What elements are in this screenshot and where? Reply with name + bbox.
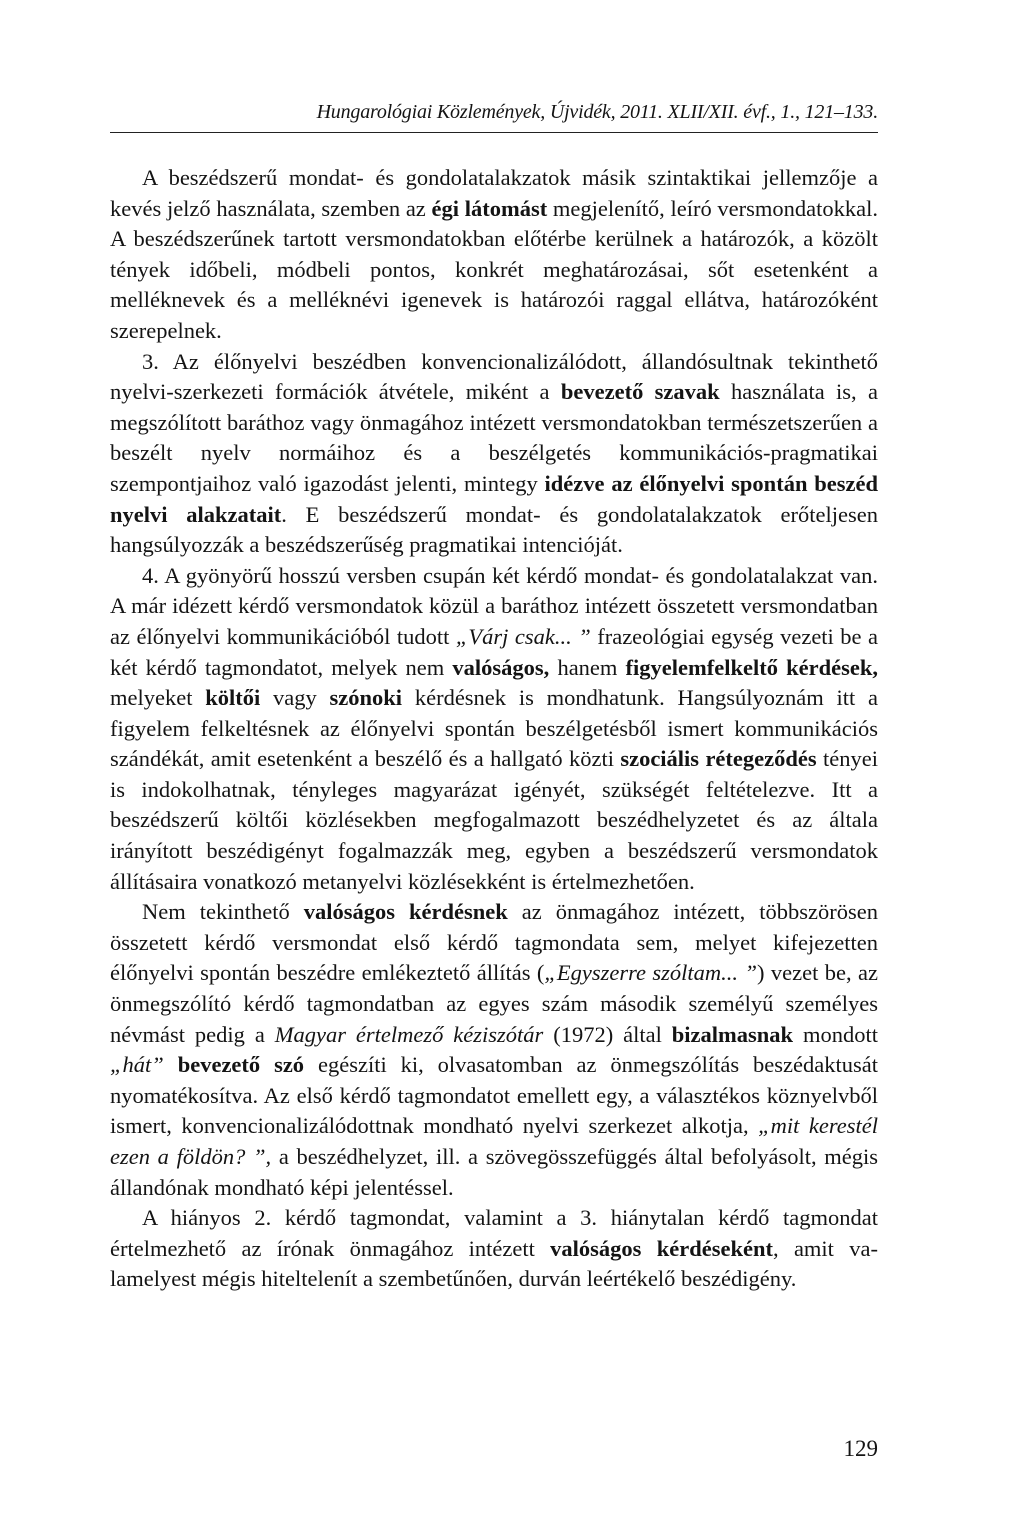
text-run: frazeológiai egység vezeti be a két kérdő tagmondatot, melyek nem: [110, 623, 878, 680]
text-run: a beszédhelyzet, ill. a szövegösszefüggés által befolyásolt, mégis állandónak mondható képi jelentéssel.: [110, 1144, 878, 1200]
bold-phrase: költői: [205, 685, 261, 711]
paragraph-3: [110, 561, 878, 898]
text-run: A hiányos 2. kérdő tagmondat, valamint a 3. hiánytalan kérdő tagmondat értelmezhető az írónak önmagához intézett: [110, 1205, 878, 1261]
text-run: A beszédszerű mondat- és gondolatalakzatok másik szintaktikai jellemzője a kevés jelző használata, szemben az: [110, 165, 878, 221]
bold-phrase: égi látomást: [431, 195, 548, 221]
text-run: Nem tekinthető: [142, 899, 304, 925]
text-run: 3. Az élőnyelvi beszédben konvencionalizálódott, állandósultnak tekinthető nyelvi-szerkezeti formációk átvétele, miként a: [110, 348, 878, 405]
bold-phrase: valóságos kérdéseként: [550, 1235, 773, 1261]
text-run: kérdésnek is mondhatunk. Hangsúlyoznám itt a figyelem felkeltésnek az élőnyelvi spontán beszélgetésből ismert kommunikációs szándékát, amit esetenként a beszélő és a hallgató közti: [110, 685, 878, 772]
paragraph-4: [110, 897, 878, 1203]
bold-phrase: figyelemfelkeltő kérdések,: [625, 654, 878, 680]
paragraph-5: [110, 1203, 878, 1295]
italic-phrase: „Várj csak... ”: [455, 623, 591, 649]
text-run: az önmagához intézett, többszörösen összetett kérdő versmondat első kérdő tagmondata sem, melyet kifejezetten élőnyelvi spontán beszédre emlékeztető állítás (: [110, 899, 878, 986]
bold-phrase: szociális rétegeződés: [620, 746, 817, 772]
running-head: Hungarológiai Közlemények, Újvidék, 2011. XLII/XII. évf., 1., 121–133.: [316, 101, 878, 123]
bold-phrase: valóságos,: [452, 654, 550, 680]
italic-phrase: „mit kerestél ezen a földön? ”,: [110, 1113, 878, 1169]
bold-phrase: idézve az élőnyelvi spontán beszéd nyelvi alakzatait: [110, 470, 879, 527]
text-run: egészíti ki, olvasatomban az önmegszólítás beszédaktusát nyomatékosítva. Az első kérdő tagmondatot emellett egy, a választékos köznyelvből ismert, konvencionalizálódottnak mondható nyelvi szerkezet alkotja,: [110, 1052, 878, 1139]
bold-phrase: bevezető szavak: [560, 379, 720, 405]
text-run: , amit valamelyest mégis hiteltelenít a szembetűnően, durván leértékelő beszédigény.: [110, 1235, 878, 1292]
text-run: vagy: [260, 685, 330, 711]
text-run: használata is, a megszólított baráthoz vagy önmagához intézett versmondatokban természetszerűen a beszélt nyelv normáihoz és a beszélgetés kommunikációs-pragmatikai szempontjaihoz való igazodást jelenti, mintegy: [110, 379, 878, 496]
text-run: [164, 1052, 178, 1077]
text-run: melyeket: [110, 685, 206, 711]
text-run: megjelenítő, leíró versmondatokkal. A beszédszerűnek tartott versmondatokban előtérbe kerülnek a határozók, a közölt tények időbeli, módbeli pontos, konkrét meghatározásai, sőt esetenként a melléknevek és a melléknévi igenevek is határozói raggal ellátva, határozóként szerepelnek.: [110, 195, 878, 343]
paragraph-2: [110, 347, 878, 561]
text-run: (1972) által: [543, 1021, 672, 1047]
article-body: [110, 163, 878, 1295]
text-run: mondott: [793, 1021, 878, 1047]
italic-phrase: Magyar értelmező kéziszótár: [274, 1021, 544, 1047]
italic-phrase: „hát”: [110, 1052, 164, 1078]
text-run: . E beszédszerű mondat- és gondolatalakzatok erőteljesen hangsúlyozzák a beszédszerűség pragmatikai intencióját.: [110, 501, 879, 558]
bold-phrase: bizalmasnak: [671, 1021, 794, 1047]
bold-phrase: bevezető szó: [177, 1052, 305, 1078]
text-run: 4. A gyönyörű hosszú versben csupán két kérdő mondat- és gondolatalakzat van. A már idézett kérdő versmondatok közül a baráthoz intézett összetett versmondatban az élőnyelvi kommunikációból tudott: [110, 562, 878, 649]
text-run: ) vezet be, az önmegszólító kérdő tagmondatban az egyes szám második személyű személyes névmást pedig a: [110, 960, 878, 1047]
italic-phrase: „Egyszerre szóltam... ”: [544, 960, 757, 986]
text-run: hanem: [549, 654, 626, 680]
page-number: 129: [843, 1436, 878, 1461]
text-run: tényei is indokolhatnak, tényleges magyarázat igényét, szükségét feltételezve. Itt a beszédszerű költői közlésekben megfogalmazott beszédhelyzetet és az általa irányított beszédigényt fogalmazzák meg, egyben a beszédszerű versmondatok állításaira vonatkozó metanyelvi közlésekként is értelmezhetően.: [110, 746, 878, 894]
bold-phrase: valóságos kérdésnek: [303, 899, 508, 925]
bold-phrase: szónoki: [329, 685, 403, 711]
paragraph-1: [110, 163, 878, 347]
header-rule: [110, 132, 878, 133]
